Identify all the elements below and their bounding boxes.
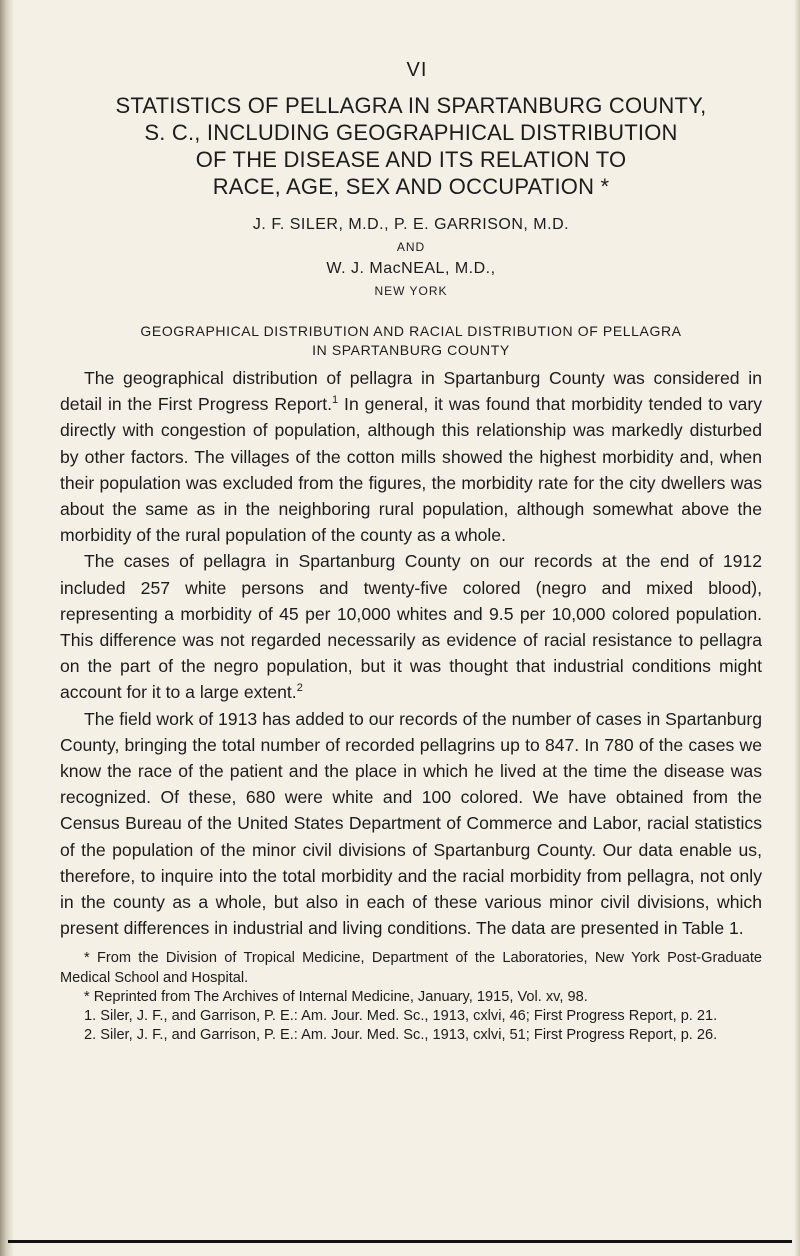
footnote: 2. Siler, J. F., and Garrison, P. E.: Am. Jour. Med. Sc., 1913, cxlvi, 51; First Progress Report, p. 26. (84, 1027, 718, 1044)
chapter-number: VI (406, 59, 428, 81)
body-text (60, 365, 762, 941)
footnote: * Reprinted from The Archives of Internal Medicine, January, 1915, Vol. xv, 98. (84, 988, 588, 1005)
title-line: RACE, AGE, SEX AND OCCUPATION * (212, 174, 610, 199)
binding-edge (0, 0, 14, 1256)
paragraph (60, 706, 762, 942)
paragraph-text: The cases of pellagra in Spartanburg County on our records at the end of 1912 included 257 white persons and twenty-five colored (negro and mixed blood), representing a morbidity of 45 per 10,000 whites and 9.5 per 10,000 colored population. This difference was not regarded necessarily as evidence of racial resistance to pellagra on the part of the negro population, but it was thought that industrial conditions might account for it to a large extent. (60, 551, 762, 703)
page-content (60, 58, 762, 1045)
paragraph-text: The field work of 1913 has added to our records of the number of cases in Spartanburg County, bringing the total number of recorded pellagrins up to 847. In 780 of the cases we know the race of the patient and the place in which he lived at the time the disease was recognized. Of these, 680 were white and 100 colored. We have obtained from the Census Bureau of the United States Department of Commerce and Labor, racial statistics of the population of the minor civil divisions of Spartanburg County. Our data enable us, therefore, to inquire into the total morbidity and the racial morbidity from pellagra, not only in the county as a whole, but also in each of these various minor civil divisions, which present differences in industrial and living conditions. The data are presented in Table 1. (60, 708, 762, 939)
footnote: * From the Division of Tropical Medicine, Department of the Laboratories, New York Post-Graduate Medical School and Hospital. (60, 950, 762, 986)
paragraph-text: The geographical distribution of pellagra in Spartanburg County was considered in detail in the First Progress Report. (60, 368, 762, 415)
author-block (60, 214, 762, 302)
bottom-rule (8, 1240, 792, 1243)
footnote-ref: 1 (332, 394, 339, 407)
article-title (60, 92, 762, 200)
title-line: S. C., INCLUDING GEOGRAPHICAL DISTRIBUTION (144, 120, 678, 145)
paragraph (60, 548, 762, 705)
title-line: OF THE DISEASE AND ITS RELATION TO (195, 147, 627, 172)
paragraph-text: In general, it was found that morbidity tended to vary directly with congestion of population, although this relationship was markedly disturbed by other factors. The villages of the cotton mills showed the highest morbidity and, when their population was excluded from the figures, the morbidity rate for the city dwellers was about the same as in the neighboring rural population, although somewhat above the morbidity of the rural population of the county as a whole. (60, 394, 762, 546)
author-line-2 (60, 236, 762, 302)
footnote-ref: 2 (296, 682, 303, 695)
section-heading-line: GEOGRAPHICAL DISTRIBUTION AND RACIAL DISTRIBUTION OF PELLAGRA (140, 323, 682, 339)
author-location: NEW YORK (374, 284, 448, 298)
page-edge (794, 0, 800, 1256)
paragraph (60, 365, 762, 548)
author-conjunction: AND (396, 240, 426, 254)
section-heading-line: IN SPARTANBURG COUNTY (312, 342, 510, 358)
title-line: STATISTICS OF PELLAGRA IN SPARTANBURG COUNTY, (115, 93, 707, 118)
footnotes (60, 949, 762, 1045)
author-name: W. J. MacNEAL, M.D., (326, 260, 496, 277)
author-line: J. F. SILER, M.D., P. E. GARRISON, M.D. (252, 216, 570, 233)
section-heading (60, 322, 762, 360)
footnote: 1. Siler, J. F., and Garrison, P. E.: Am. Jour. Med. Sc., 1913, cxlvi, 46; First Progress Report, p. 21. (84, 1008, 718, 1025)
